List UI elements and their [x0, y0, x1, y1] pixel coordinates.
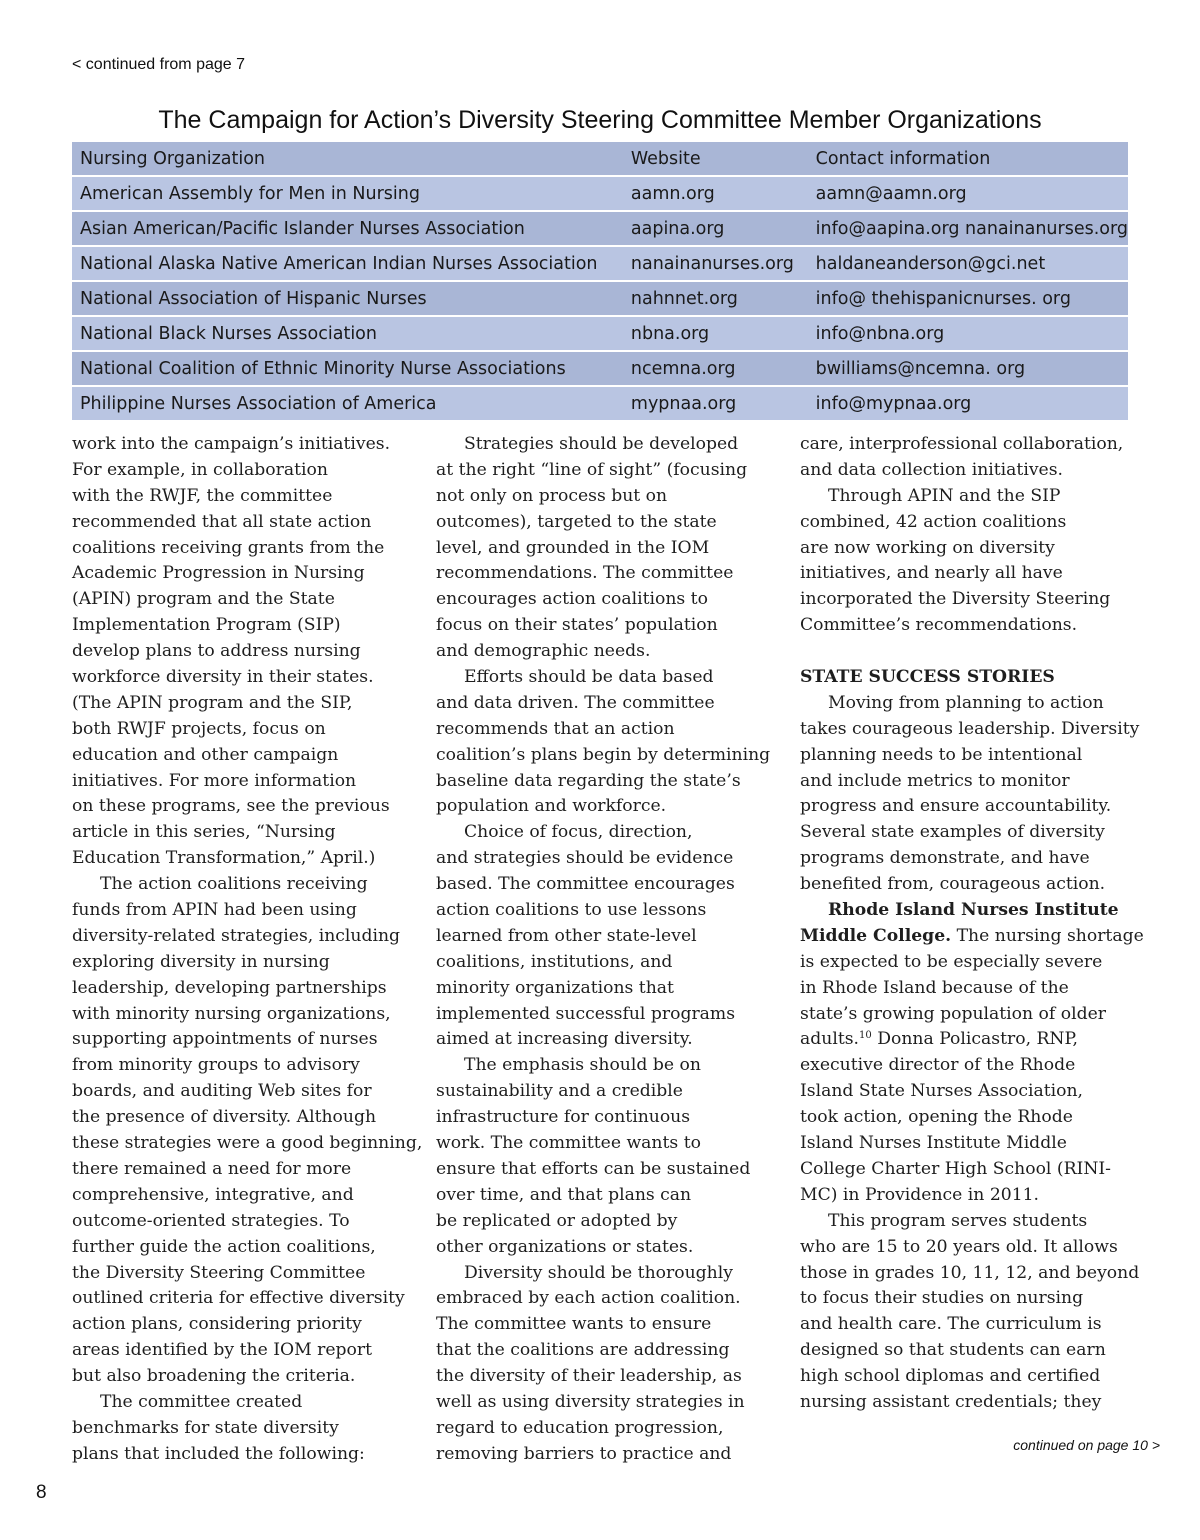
text-line: MC) in Providence in 2011.: [800, 1184, 1040, 1205]
text-line: is expected to be especially severe: [800, 951, 1103, 972]
text-line: the Diversity Steering Committee: [72, 1262, 366, 1283]
text-line: coalitions receiving grants from the: [72, 537, 385, 558]
text-line: boards, and auditing Web sites for: [72, 1081, 372, 1102]
text-line: designed so that students can earn: [800, 1340, 1106, 1361]
text-line: further guide the action coalitions,: [72, 1236, 376, 1257]
contact-cell: haldaneanderson@gci.net: [808, 247, 1128, 280]
text-line: are now working on diversity: [800, 537, 1055, 558]
text-line: recommends that an action: [436, 718, 675, 739]
text-line: ensure that efforts can be sustained: [436, 1158, 751, 1179]
website-cell: nbna.org: [623, 317, 808, 350]
text-line: aimed at increasing diversity.: [436, 1029, 693, 1050]
text-run: The nursing shortage: [951, 925, 1144, 946]
website-cell: ncemna.org: [623, 352, 808, 385]
text-line: infrastructure for continuous: [436, 1107, 691, 1128]
text-line: The action coalitions receiving: [100, 874, 368, 895]
section-heading-text: STATE SUCCESS STORIES: [800, 667, 1055, 688]
text-line: The committee wants to ensure: [436, 1314, 712, 1335]
table-row: [72, 212, 1128, 245]
contact-cell: info@mypnaa.org: [808, 387, 1128, 420]
footnote-ref: 10: [859, 1030, 872, 1042]
text-line: from minority groups to advisory: [72, 1055, 360, 1076]
continued-from-note: < continued from page 7: [72, 56, 246, 73]
header-nursing-organization: Nursing Organization: [72, 142, 623, 175]
text-line: workforce diversity in their states.: [72, 667, 374, 688]
text-line: [800, 1027, 1140, 1053]
text-line: develop plans to address nursing: [72, 641, 361, 662]
text-line: both RWJF projects, focus on: [72, 718, 326, 739]
text-line: action coalitions to use lessons: [436, 900, 707, 921]
text-line: This program serves students: [828, 1210, 1088, 1231]
text-line: Diversity should be thoroughly: [464, 1262, 733, 1283]
text-line: The committee created: [100, 1391, 303, 1412]
website-cell: mypnaa.org: [623, 387, 808, 420]
text-line: those in grades 10, 11, 12, and beyond: [800, 1262, 1140, 1283]
text-line: to focus their studies on nursing: [800, 1288, 1084, 1309]
text-line: encourages action coalitions to: [436, 589, 708, 610]
text-line: state’s growing population of older: [800, 1003, 1106, 1024]
text-line: Strategies should be developed: [464, 434, 739, 454]
text-line: well as using diversity strategies in: [436, 1391, 745, 1412]
text-line: not only on process but on: [436, 485, 668, 506]
text-line: benefited from, courageous action.: [800, 874, 1106, 895]
text-line: combined, 42 action coalitions: [800, 511, 1067, 532]
header-website: Website: [623, 142, 808, 175]
website-cell: nahnnet.org: [623, 282, 808, 315]
text-line: learned from other state-level: [436, 925, 697, 946]
text-line: these strategies were a good beginning,: [72, 1133, 423, 1154]
table-row: [72, 317, 1128, 350]
text-line: and strategies should be evidence: [436, 848, 734, 869]
organization-name: Asian American/Pacific Islander Nurses Association: [72, 212, 623, 245]
contact-cell: aamn@aamn.org: [808, 177, 1128, 210]
text-line: work. The committee wants to: [436, 1133, 701, 1154]
text-line: be replicated or adopted by: [436, 1210, 678, 1231]
text-line: comprehensive, integrative, and: [72, 1184, 354, 1205]
subheading-text: Middle College.: [800, 925, 952, 946]
table-row: [72, 387, 1128, 420]
text-line: who are 15 to 20 years old. It allows: [800, 1236, 1118, 1257]
text-line: College Charter High School (RINI-: [800, 1158, 1111, 1179]
text-line: over time, and that plans can: [436, 1184, 692, 1205]
text-line: that the coalitions are addressing: [436, 1340, 730, 1361]
text-line: coalition’s plans begin by determining: [436, 744, 771, 765]
organization-name: Philippine Nurses Association of America: [72, 387, 623, 420]
subheading-text: Rhode Island Nurses Institute: [828, 900, 1119, 921]
text-line: executive director of the Rhode: [800, 1055, 1076, 1076]
text-line: high school diplomas and certified: [800, 1366, 1101, 1387]
text-line: baseline data regarding the state’s: [436, 770, 741, 791]
header-contact-information: Contact information: [808, 142, 1128, 175]
text-line: plans that included the following:: [72, 1443, 365, 1464]
organization-name: American Assembly for Men in Nursing: [72, 177, 623, 210]
text-line: minority organizations that: [436, 977, 674, 998]
text-line: and include metrics to monitor: [800, 770, 1070, 791]
text-line: Implementation Program (SIP): [72, 615, 341, 636]
text-line: Committee’s recommendations.: [800, 615, 1078, 636]
contact-cell: bwilliams@ncemna. org: [808, 352, 1128, 385]
text-line: at the right “line of sight” (focusing: [436, 459, 748, 480]
text-run: adults.: [800, 1029, 860, 1050]
contact-cell: info@ thehispanicnurses. org: [808, 282, 1128, 315]
text-line: took action, opening the Rhode: [800, 1107, 1073, 1128]
text-line: outcome-oriented strategies. To: [72, 1210, 350, 1231]
text-line: (The APIN program and the SIP,: [72, 692, 353, 713]
text-line: on these programs, see the previous: [72, 796, 390, 817]
text-line: outcomes), targeted to the state: [436, 511, 717, 532]
text-line: work into the campaign’s initiatives.: [72, 434, 391, 454]
website-cell: aamn.org: [623, 177, 808, 210]
text-line: exploring diversity in nursing: [72, 951, 330, 972]
text-line: education and other campaign: [72, 744, 339, 765]
text-line: progress and ensure accountability.: [800, 796, 1112, 817]
text-line: coalitions, institutions, and: [436, 951, 673, 972]
text-line: Efforts should be data based: [464, 667, 714, 688]
body-column-2: [436, 432, 776, 1468]
table-header-row: [72, 142, 1128, 175]
text-line: initiatives, and nearly all have: [800, 563, 1063, 584]
text-line: nursing assistant credentials; they: [800, 1391, 1102, 1412]
text-line: planning needs to be intentional: [800, 744, 1083, 765]
text-line: diversity-related strategies, including: [72, 925, 401, 946]
contact-cell: info@nbna.org: [808, 317, 1128, 350]
page-number: 8: [36, 1482, 47, 1503]
text-line: with the RWJF, the committee: [72, 485, 333, 506]
text-line: with minority nursing organizations,: [72, 1003, 391, 1024]
text-line: Academic Progression in Nursing: [72, 563, 365, 584]
text-line: takes courageous leadership. Diversity: [800, 718, 1140, 739]
paragraph-gap: [800, 639, 1140, 665]
text-line: recommended that all state action: [72, 511, 372, 532]
text-line: (APIN) program and the State: [72, 589, 335, 610]
section-heading: [800, 665, 1140, 691]
table-row: [72, 282, 1128, 315]
table-row: [72, 177, 1128, 210]
text-line: other organizations or states.: [436, 1236, 694, 1257]
text-line: the presence of diversity. Although: [72, 1107, 377, 1128]
text-line: care, interprofessional collaboration,: [800, 434, 1124, 454]
text-line: Island State Nurses Association,: [800, 1081, 1084, 1102]
text-line: outlined criteria for effective diversity: [72, 1288, 405, 1309]
text-line: action plans, considering priority: [72, 1314, 362, 1335]
contact-cell: info@aapina.org nanainanurses.org: [808, 212, 1128, 245]
organization-name: National Alaska Native American Indian Nurses Association: [72, 247, 623, 280]
text-line: removing barriers to practice and: [436, 1443, 732, 1464]
organization-name: National Association of Hispanic Nurses: [72, 282, 623, 315]
text-line: but also broadening the criteria.: [72, 1366, 356, 1387]
text-run: Donna Policastro, RNP,: [871, 1029, 1079, 1050]
text-line: in Rhode Island because of the: [800, 977, 1069, 998]
body-column-3: [800, 432, 1144, 1416]
text-line: Several state examples of diversity: [800, 822, 1105, 843]
text-line: programs demonstrate, and have: [800, 848, 1090, 869]
text-line: focus on their states’ population: [436, 615, 718, 636]
text-line: regard to education progression,: [436, 1417, 724, 1438]
text-line: The emphasis should be on: [464, 1055, 701, 1076]
table-title: The Campaign for Action’s Diversity Steering Committee Member Organizations: [158, 106, 1042, 134]
text-line: the diversity of their leadership, as: [436, 1366, 742, 1387]
text-line: initiatives. For more information: [72, 770, 357, 791]
website-cell: nanainanurses.org: [623, 247, 808, 280]
body-column-1: [72, 432, 423, 1468]
text-line: level, and grounded in the IOM: [436, 537, 710, 558]
text-line: and data collection initiatives.: [800, 459, 1063, 480]
text-line: incorporated the Diversity Steering: [800, 589, 1111, 610]
text-line: population and workforce.: [436, 796, 667, 817]
text-line: there remained a need for more: [72, 1158, 352, 1179]
text-line: and health care. The curriculum is: [800, 1314, 1102, 1335]
text-line: funds from APIN had been using: [72, 900, 357, 921]
continued-on-note: continued on page 10 >: [1013, 1437, 1160, 1453]
text-line: sustainability and a credible: [436, 1081, 683, 1102]
text-line: areas identified by the IOM report: [72, 1340, 373, 1361]
text-line: For example, in collaboration: [72, 459, 328, 480]
organizations-table: [72, 140, 1128, 422]
organization-name: National Coalition of Ethnic Minority Nurse Associations: [72, 352, 623, 385]
text-line: recommendations. The committee: [436, 563, 734, 584]
text-line: supporting appointments of nurses: [72, 1029, 378, 1050]
organization-name: National Black Nurses Association: [72, 317, 623, 350]
text-line: [800, 898, 1140, 924]
text-line: Island Nurses Institute Middle: [800, 1133, 1067, 1154]
text-line: article in this series, “Nursing: [72, 822, 336, 843]
table-row: [72, 352, 1128, 385]
text-line: implemented successful programs: [436, 1003, 736, 1024]
text-line: leadership, developing partnerships: [72, 977, 387, 998]
text-line: based. The committee encourages: [436, 874, 735, 895]
text-line: benchmarks for state diversity: [72, 1417, 339, 1438]
text-line: [800, 924, 1144, 950]
text-line: Moving from planning to action: [828, 692, 1104, 713]
table-row: [72, 247, 1128, 280]
website-cell: aapina.org: [623, 212, 808, 245]
text-line: Choice of focus, direction,: [464, 822, 693, 843]
text-line: Education Transformation,” April.): [72, 848, 376, 869]
text-line: Through APIN and the SIP: [828, 485, 1061, 506]
text-line: embraced by each action coalition.: [436, 1288, 741, 1309]
text-line: and demographic needs.: [436, 641, 651, 662]
text-line: and data driven. The committee: [436, 692, 715, 713]
